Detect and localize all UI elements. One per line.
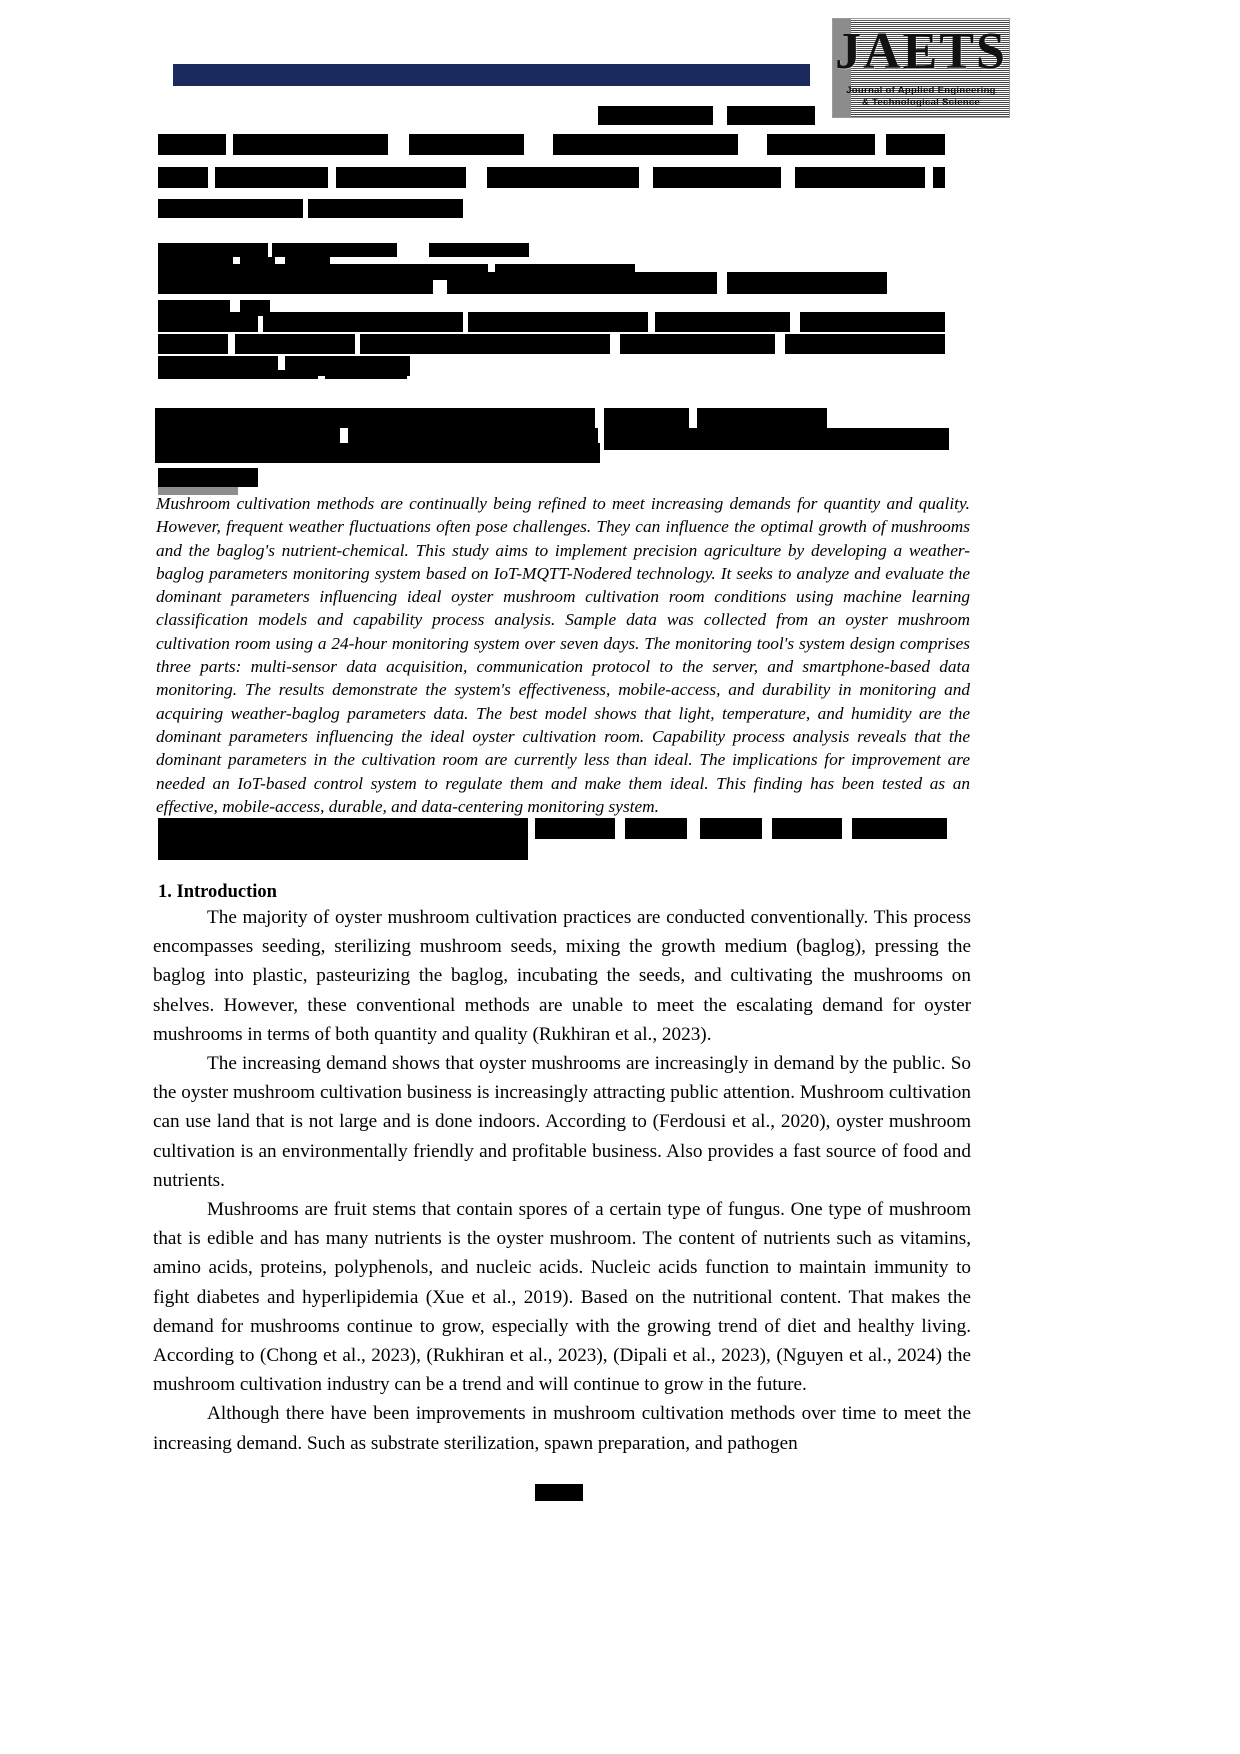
logo-subtitle-line2: & Technological Science [861, 97, 981, 108]
abstract-body: Mushroom cultivation methods are continually being refined to meet increasing demands for quantity and quality. However, frequent weather fluctuations often pose challenges. They can influence the optimal growth of mushrooms and the baglog's nutrient-chemical. This study aims to implement precision agriculture by developing a weather-baglog parameters monitoring system based on IoT-MQTT-Nodered technology. It seeks to analyze and evaluate the dominant parameters influencing ideal oyster mushroom cultivation room conditions using machine learning classification models and capability process analysis. Sample data was collected from an oyster mushroom cultivation room using a 24-hour monitoring system over seven days. The monitoring tool's system design comprises three parts: multi-sensor data acquisition, communication protocol to the server, and smartphone-based data monitoring. The results demonstrate the system's effectiveness, mobile-access, and durability in monitoring and acquiring weather-baglog parameters data. The best model shows that light, temperature, and humidity are the dominant parameters influencing the ideal oyster cultivation room. Capability process analysis reveals that the dominant parameters in the cultivation room are currently less than ideal. The implications for improvement are needed an IoT-based control system to regulate them and make them ideal. This finding has been tested as an effective, mobile-access, durable, and data-centering monitoring system. [156, 494, 970, 816]
redaction-bar-title [215, 167, 328, 188]
journal-title: Journal of Applied Engineering and Technological Science [173, 62, 651, 84]
paragraph: The increasing demand shows that oyster mushrooms are increasingly in demand by the public. So the oyster mushroom cultivation business is increasingly attracting public attention. Mushroom cultivation can use land that is not large and is done indoors. According to (Ferdousi et al., 2020), oyster mushroom cultivation is an environmentally friendly and profitable business. Also provides a fast source of food and nutrients. [153, 1053, 971, 1191]
redaction-bar-title [795, 167, 925, 188]
jaets-logo [832, 18, 1010, 118]
redaction-bar-authors [468, 312, 648, 332]
redaction-bar-meta [697, 408, 827, 428]
redaction-bar-title [933, 167, 945, 188]
redaction-bar-title [553, 134, 738, 155]
redaction-bar-title [487, 167, 639, 188]
redaction-bar-authors [158, 334, 228, 354]
redaction-bar-authors [429, 243, 529, 257]
redaction-bar-keywords [535, 818, 615, 839]
redaction-bar-authors [158, 272, 433, 294]
issn-redaction-bar-2 [727, 106, 815, 125]
logo-subtitle-line1: Journal of Applied Engineering [846, 85, 996, 96]
paragraph: The majority of oyster mushroom cultivation practices are conducted conventionally. This process encompasses seeding, sterilizing mushroom seeds, mixing the growth medium (baglog), pressing the baglog into plastic, pasteurizing the baglog, incubating the seeds, and cultivating the mushrooms on shelves. However, these conventional methods are unable to meet the escalating demand for oyster mushrooms in terms of both quantity and quality (Rukhiran et al., 2023). [153, 907, 971, 1045]
redaction-bar-title [336, 167, 466, 188]
redaction-bar-authors [785, 334, 945, 354]
redaction-bar-authors [158, 370, 318, 379]
redaction-bar-authors [655, 312, 790, 332]
redaction-bar-title [158, 199, 303, 218]
abstract-label-redaction [158, 468, 258, 487]
redaction-bar-meta [155, 408, 595, 428]
redaction-bar-authors [272, 243, 397, 257]
redaction-bar-title [158, 167, 208, 188]
redaction-bar-authors [158, 312, 258, 332]
redaction-bar-meta [604, 408, 689, 428]
redaction-bar-title [653, 167, 781, 188]
issn-redaction-bar-1 [598, 106, 713, 125]
page-number-redaction [535, 1484, 583, 1501]
redaction-bar-keywords [158, 838, 528, 860]
redaction-bar-title [158, 134, 226, 155]
logo-wordmark: JAETS [835, 23, 1007, 80]
redaction-bar-authors [800, 312, 945, 332]
redaction-bar-authors [360, 334, 610, 354]
redaction-bar-authors [727, 272, 887, 294]
redaction-bar-authors [263, 312, 463, 332]
redaction-bar-keywords [852, 818, 947, 839]
redaction-bar-title [308, 199, 463, 218]
introduction-heading: 1. Introduction [158, 882, 277, 902]
redaction-bar-authors [447, 272, 717, 294]
redaction-bar-authors [158, 243, 268, 257]
redaction-bar-meta [604, 428, 949, 450]
redaction-bar-keywords [772, 818, 842, 839]
redaction-bar-keywords [625, 818, 687, 839]
redaction-bar-title [233, 134, 388, 155]
redaction-bar-authors [235, 334, 355, 354]
paragraph: Although there have been improvements in mushroom cultivation methods over time to meet the increasing demand. Such as substrate sterilization, spawn preparation, and pathogen [153, 1403, 971, 1454]
redaction-bar-title [409, 134, 524, 155]
redaction-bar-authors [325, 370, 407, 379]
introduction-body [153, 903, 971, 1458]
journal-title-banner [173, 64, 810, 86]
redaction-bar-title [767, 134, 875, 155]
redaction-bar-keywords [700, 818, 762, 839]
redaction-bar-authors [620, 334, 775, 354]
redaction-bar-title [886, 134, 945, 155]
paragraph: Mushrooms are fruit stems that contain spores of a certain type of fungus. One type of mushroom that is edible and has many nutrients is the oyster mushroom. The content of nutrients such as vitamins, amino acids, proteins, polyphenols, and nucleic acids. Nucleic acids function to maintain immunity to fight diabetes and hyperlipidemia (Xue et al., 2019). Based on the nutritional content. That makes the demand for mushrooms continue to grow, especially with the growing trend of diet and healthy living. According to (Chong et al., 2023), (Rukhiran et al., 2023), (Dipali et al., 2023), (Nguyen et al., 2024) the mushroom cultivation industry can be a trend and will continue to grow in the future. [153, 1199, 971, 1396]
redaction-bar-meta [155, 443, 600, 463]
redaction-bar-keywords [158, 818, 528, 839]
